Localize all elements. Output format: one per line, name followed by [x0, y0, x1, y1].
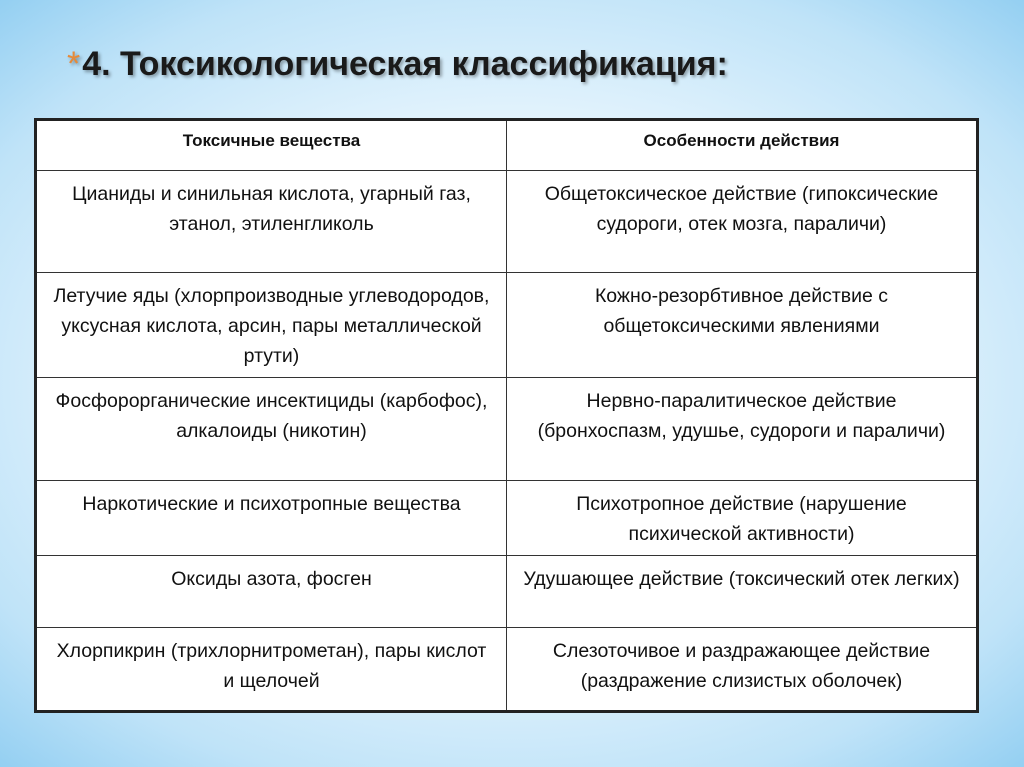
asterisk-bullet: *: [67, 45, 81, 83]
header-substances: Токсичные вещества: [36, 120, 507, 171]
effect-cell: Нервно-паралитическое действие (бронхоспазм, удушье, судороги и параличи): [507, 378, 978, 481]
classification-table: [34, 118, 979, 713]
effect-cell: Удушающее действие (токсический отек легких): [507, 556, 978, 628]
substance-cell: Хлорпикрин (трихлорнитрометан), пары кислот и щелочей: [36, 628, 507, 712]
table-row: [36, 171, 978, 273]
substance-cell: Цианиды и синильная кислота, угарный газ, этанол, этиленгликоль: [36, 171, 507, 273]
table-header-row: [36, 120, 978, 171]
header-effects: Особенности действия: [507, 120, 978, 171]
table-row: [36, 556, 978, 628]
table-row: [36, 378, 978, 481]
substance-cell: Наркотические и психотропные вещества: [36, 481, 507, 556]
slide-title-text: 4. Токсикологическая классификация:: [82, 45, 728, 83]
table-row: [36, 628, 978, 712]
effect-cell: Психотропное действие (нарушение психической активности): [507, 481, 978, 556]
slide-title: [67, 45, 728, 84]
effect-cell: Слезоточивое и раздражающее действие (раздражение слизистых оболочек): [507, 628, 978, 712]
table-row: [36, 481, 978, 556]
effect-cell: Общетоксическое действие (гипоксические судороги, отек мозга, параличи): [507, 171, 978, 273]
substance-cell: Оксиды азота, фосген: [36, 556, 507, 628]
substance-cell: Летучие яды (хлорпроизводные углеводородов, уксусная кислота, арсин, пары металлической ртути): [36, 273, 507, 378]
effect-cell: Кожно-резорбтивное действие с общетоксическими явлениями: [507, 273, 978, 378]
substance-cell: Фосфорорганические инсектициды (карбофос), алкалоиды (никотин): [36, 378, 507, 481]
table-row: [36, 273, 978, 378]
